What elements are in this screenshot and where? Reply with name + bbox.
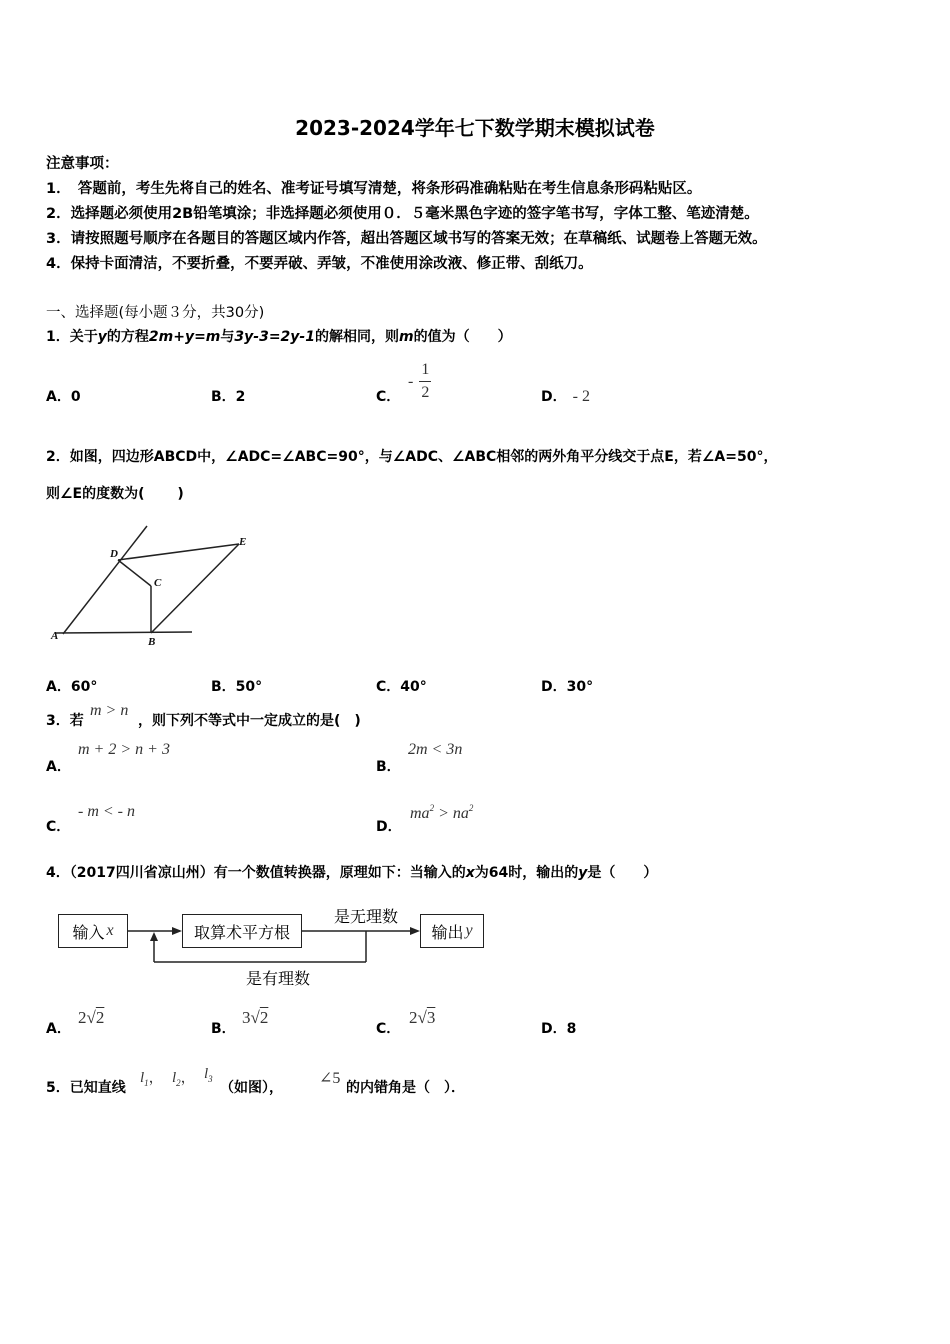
q4-var: y <box>578 865 588 881</box>
q4-option-c-expr: 2√3 <box>409 1008 436 1027</box>
segment-be <box>151 544 239 633</box>
q4-text: 为64时，输出的 <box>474 865 579 881</box>
option-label: C． <box>376 389 401 405</box>
base-line-ab <box>56 632 192 633</box>
flow-output-box: 输出 y <box>420 914 484 948</box>
notice-heading: 注意事项： <box>46 156 119 172</box>
q4-text: 是（ ） <box>587 865 658 881</box>
label-c: C <box>154 577 162 589</box>
q3-text: 3．若 <box>46 713 84 729</box>
q3-option-d[interactable]: D． <box>376 819 402 835</box>
q3-option-b[interactable]: B． <box>376 759 401 775</box>
q4-option-b[interactable]: B． <box>211 1021 236 1037</box>
section-heading: 一、选择题(每小题３分，共30分) <box>46 305 265 321</box>
q2-option-b[interactable]: B．50° <box>211 679 263 695</box>
flow-input-box: 输入 x <box>58 914 128 948</box>
page-title: 2023-2024学年七下数学期末模拟试卷 <box>295 116 655 140</box>
q3-option-c[interactable]: C． <box>46 819 71 835</box>
q1-text: 的解相同，则 <box>314 329 399 345</box>
minus-sign: - <box>408 372 414 390</box>
notice-item: 2．选择题必须使用2B铅笔填涂；非选择题必须使用０．５毫米黑色字迹的签字笔书写，字体工整、笔迹清楚。 <box>46 206 759 222</box>
q3-text: ，则下列不等式中一定成立的是( ) <box>138 713 361 729</box>
q1-text: 1．关于 <box>46 329 98 345</box>
fraction: $\frac{1}{2}$ <box>421 361 430 401</box>
q1-var: m <box>398 329 414 345</box>
question-2-line1: 2．如图，四边形ABCD中，∠ADC=∠ABC=90°，与∠ADC、∠ABC相邻的两外角平分线交于点E，若∠A=50°， <box>46 449 778 465</box>
q1-var: y <box>97 329 107 345</box>
notice-item: 3．请按照题号顺序在各题目的答题区域内作答，超出答题区域书写的答案无效；在草稿纸、试题卷上答题无效。 <box>46 231 767 247</box>
q1-option-d[interactable] <box>541 386 590 406</box>
q5-text: 的内错角是（ ）． <box>346 1080 465 1096</box>
flow-process-box: 取算术平方根 <box>182 914 302 948</box>
q3-option-d-expr: $ma^2 > na^2$ <box>410 803 474 822</box>
q3-condition: m > n <box>90 702 129 719</box>
question-2-line2: 则∠E的度数为( ) <box>46 486 184 502</box>
notice-item: 1． 答题前，考生先将自己的姓名、准考证号填写清楚，将条形码准确粘贴在考生信息条形码粘贴区。 <box>46 181 702 197</box>
label-e: E <box>239 536 247 548</box>
q3-option-a-expr: m + 2 > n + 3 <box>78 741 170 758</box>
question-4 <box>46 862 657 882</box>
q3-option-a[interactable]: A． <box>46 759 71 775</box>
flow-label-irrational: 是无理数 <box>334 907 399 926</box>
q4-option-b-expr: 3√2 <box>242 1008 269 1027</box>
q2-option-c[interactable]: C．40° <box>376 679 427 695</box>
q4-option-a[interactable]: A． <box>46 1021 71 1037</box>
notice-item: 4．保持卡面清洁，不要折叠，不要弄破、弄皱，不准使用涂改液、修正带、刮纸刀。 <box>46 256 593 272</box>
segment-de <box>118 544 239 560</box>
q1-equation: 3y-3=2y-1 <box>234 329 315 345</box>
line-l3: $l_3$ <box>204 1066 213 1084</box>
q1-option-b[interactable]: B．2 <box>211 389 246 405</box>
q1-text: 的值为（ ） <box>413 329 512 345</box>
question-3 <box>46 710 84 730</box>
q2-option-d[interactable]: D．30° <box>541 679 594 695</box>
q4-option-c[interactable]: C． <box>376 1021 401 1037</box>
q1-text: 与 <box>220 329 235 345</box>
q4-option-a-expr: 2√2 <box>78 1008 105 1027</box>
label-a: A <box>51 630 59 642</box>
option-value: - 2 <box>572 388 590 405</box>
line-l1: $l_1$， <box>140 1070 164 1088</box>
q4-var: x <box>465 865 475 881</box>
q4-text: 4．（2017四川省凉山州）有一个数值转换器，原理如下：当输入的 <box>46 865 466 881</box>
q1-text: 的方程 <box>106 329 149 345</box>
q5-text: （如图）， <box>220 1080 283 1096</box>
q1-equation: 2m+y=m <box>148 329 221 345</box>
q2-option-a[interactable]: A．60° <box>46 679 98 695</box>
segment-dc <box>118 560 151 586</box>
quadrilateral-figure <box>50 520 260 650</box>
q1-option-c[interactable] <box>376 386 400 406</box>
question-5: 5．已知直线 <box>46 1080 126 1096</box>
flow-label-rational: 是有理数 <box>246 969 311 988</box>
q4-option-d[interactable]: D．8 <box>541 1021 577 1037</box>
label-b: B <box>148 636 156 648</box>
line-l2: $l_2$， <box>172 1070 196 1088</box>
label-d: D <box>110 548 118 560</box>
extension-line-ad <box>63 526 147 634</box>
q3-option-c-expr: - m < - n <box>78 803 136 820</box>
q3-option-b-expr: 2m < 3n <box>408 741 463 758</box>
question-1 <box>46 326 512 346</box>
option-label: D． <box>541 389 567 405</box>
angle-5: ∠5 <box>319 1070 341 1087</box>
q1-option-c-value <box>408 361 431 402</box>
q1-option-a[interactable]: A．0 <box>46 389 81 405</box>
